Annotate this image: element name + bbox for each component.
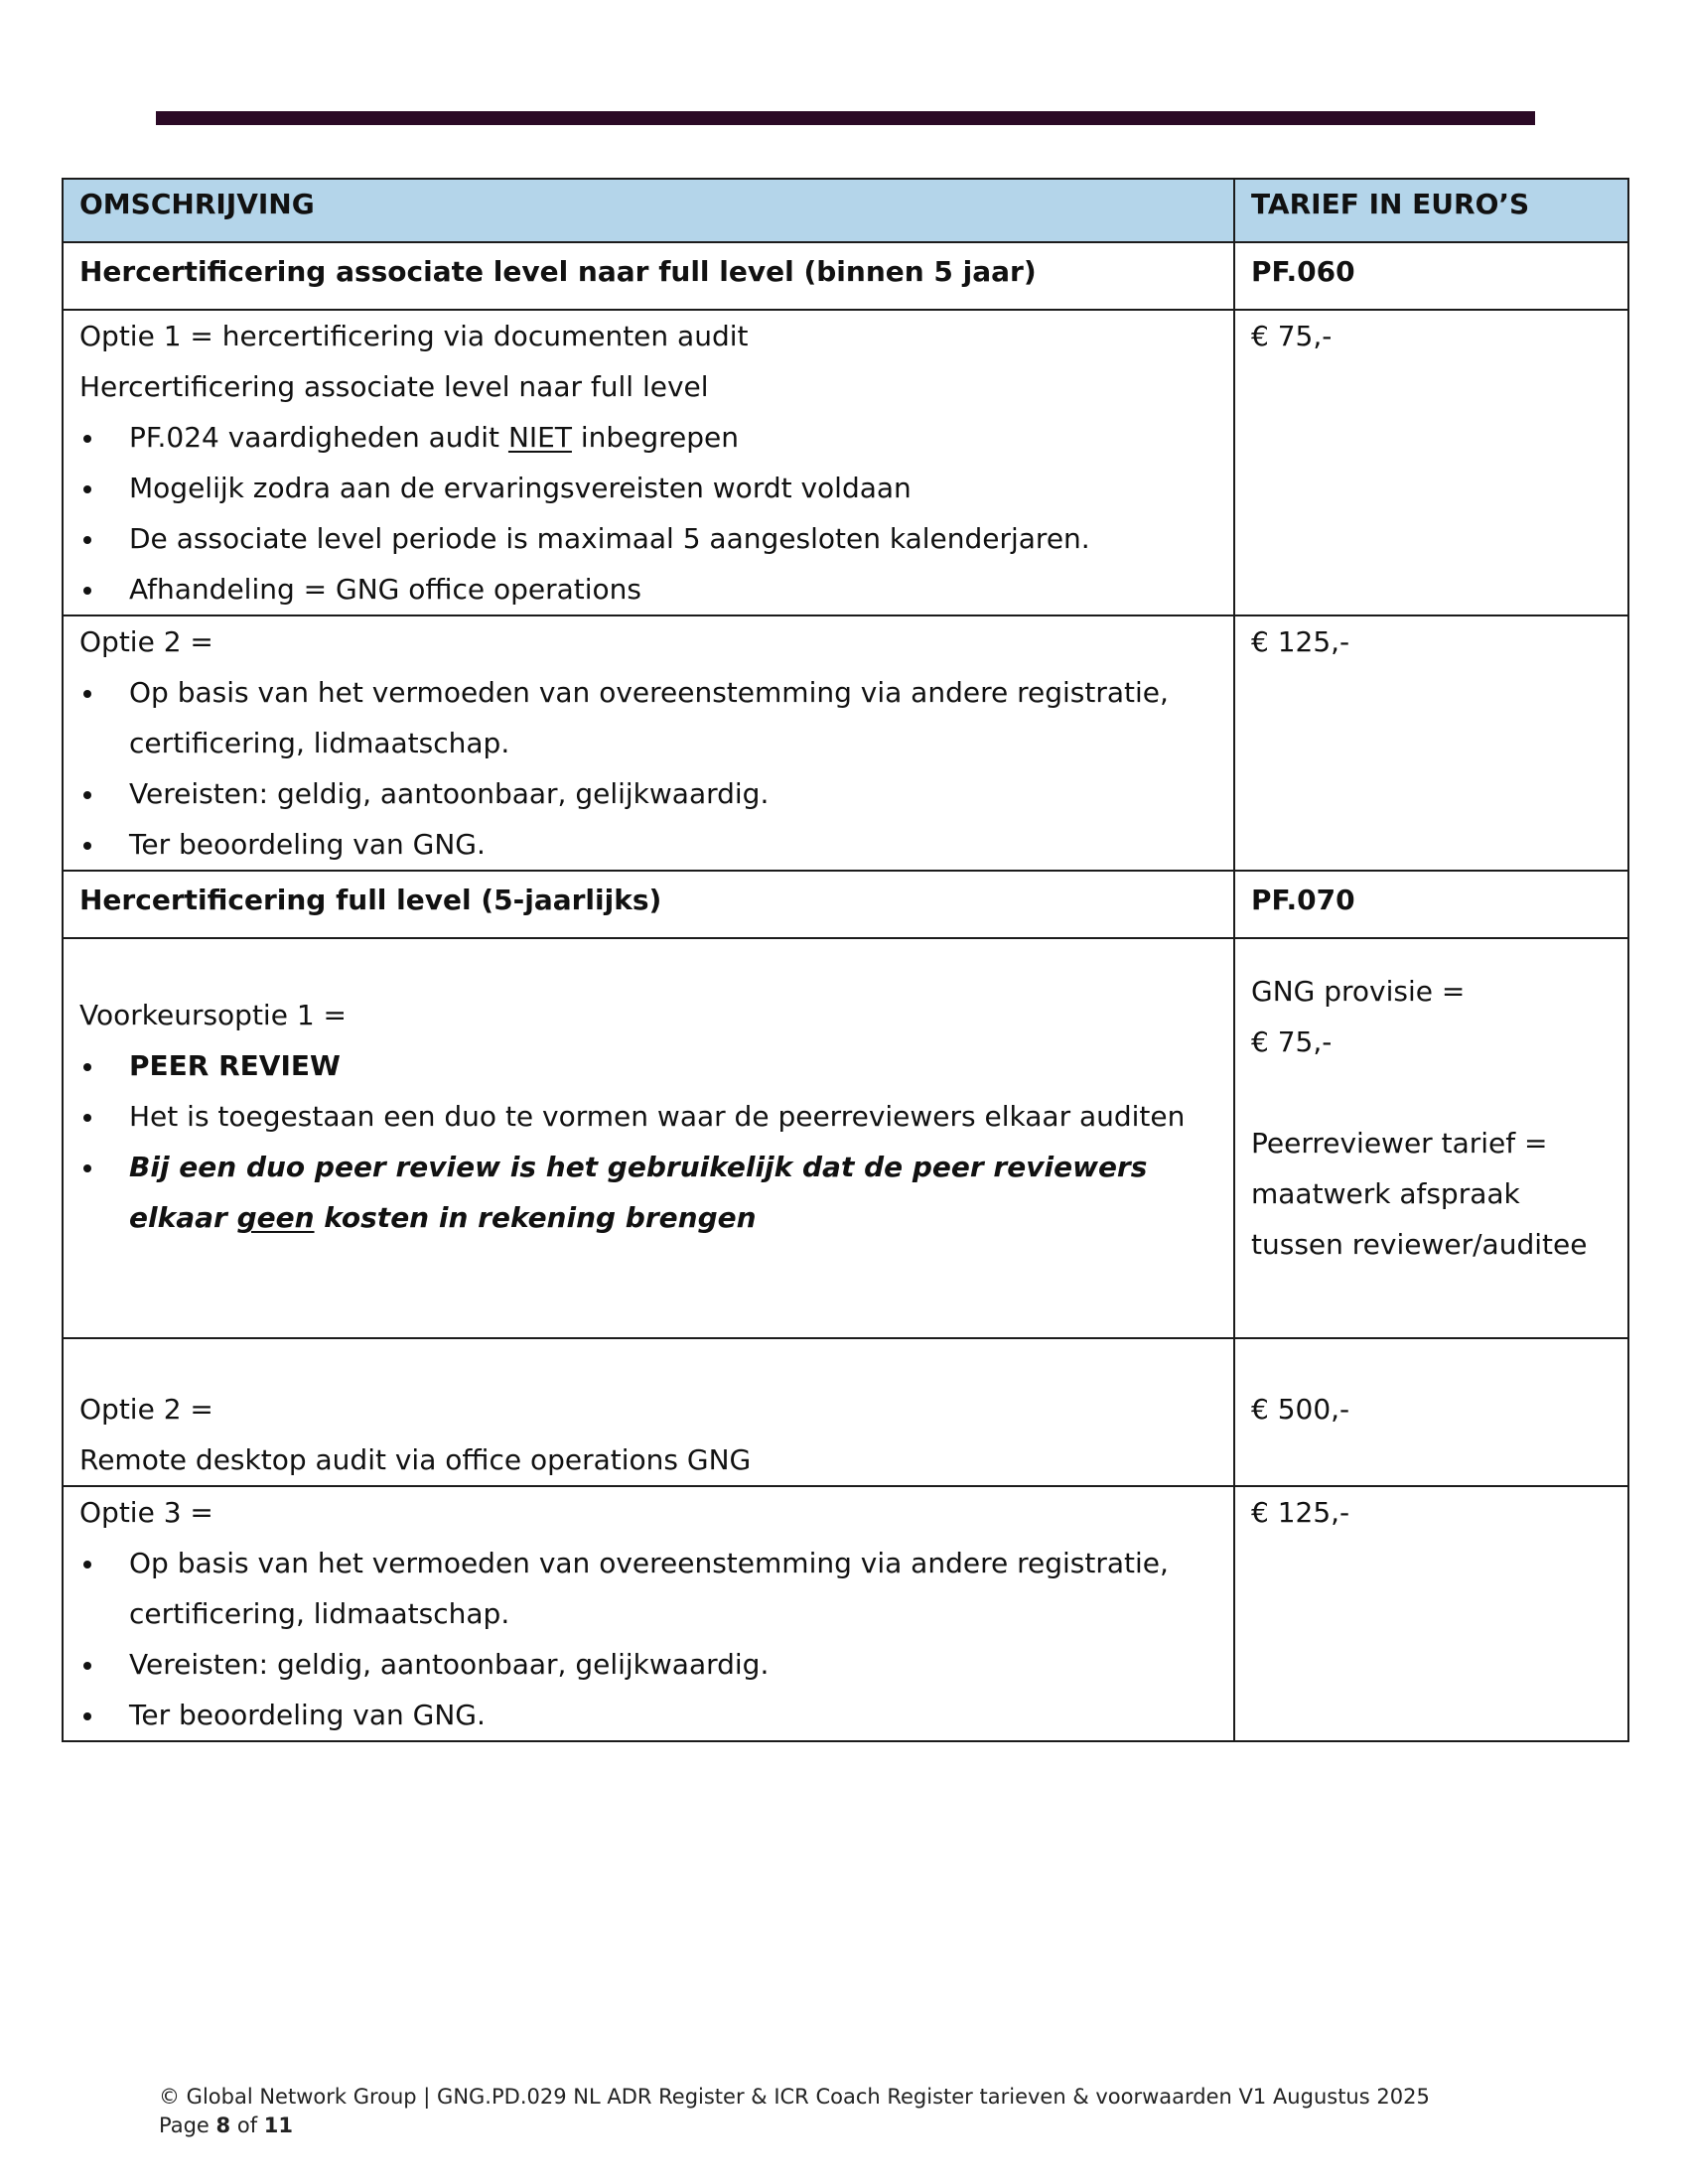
list-item: Op basis van het vermoeden van overeenstemming via andere registratie, certificering, lidmaatschap. bbox=[79, 667, 1217, 768]
price-note: tussen reviewer/auditee bbox=[1251, 1228, 1588, 1261]
section-row-pf060 bbox=[63, 242, 1628, 310]
option-bullet-list bbox=[79, 1538, 1217, 1740]
section-title: Hercertificering full level (5-jaarlijks) bbox=[63, 871, 1234, 938]
option-description bbox=[63, 938, 1234, 1338]
list-item: Mogelijk zodra aan de ervaringsvereisten wordt voldaan bbox=[79, 463, 1217, 513]
page-footer bbox=[159, 2083, 1609, 2140]
price-label: Peerreviewer tarief = bbox=[1251, 1127, 1548, 1160]
list-item: Ter beoordeling van GNG. bbox=[79, 819, 1217, 870]
option-price: € 125,- bbox=[1234, 1486, 1628, 1741]
section-row-pf070 bbox=[63, 871, 1628, 938]
page-number: Page 8 of 11 bbox=[159, 2114, 294, 2137]
header-divider-bar bbox=[156, 111, 1535, 125]
option-description bbox=[63, 1338, 1234, 1486]
list-item: Ter beoordeling van GNG. bbox=[79, 1690, 1217, 1740]
option-bullet-list bbox=[79, 667, 1217, 870]
option-row bbox=[63, 615, 1628, 871]
section-code: PF.060 bbox=[1234, 242, 1628, 310]
option-description bbox=[63, 310, 1234, 615]
price-value: € 75,- bbox=[1251, 1025, 1333, 1058]
price-label: GNG provisie = bbox=[1251, 975, 1466, 1008]
list-item: Het is toegestaan een duo te vormen waar de peerreviewers elkaar auditen bbox=[79, 1091, 1217, 1142]
tariff-table bbox=[62, 178, 1629, 1742]
footer-copyright: © Global Network Group | GNG.PD.029 NL ADR Register & ICR Coach Register tarieven & voorwaarden V1 Augustus 2025 bbox=[159, 2085, 1430, 2109]
option-description bbox=[63, 615, 1234, 871]
option-heading: Voorkeursoptie 1 = bbox=[79, 999, 348, 1031]
list-item: PEER REVIEW bbox=[79, 1040, 1217, 1091]
option-heading: Optie 2 = bbox=[79, 1393, 213, 1426]
option-price bbox=[1234, 938, 1628, 1338]
option-row bbox=[63, 1338, 1628, 1486]
option-text: Hercertificering associate level naar full level bbox=[79, 370, 709, 403]
column-header-description: OMSCHRIJVING bbox=[63, 179, 1234, 242]
option-bullet-list bbox=[79, 1040, 1217, 1243]
option-row bbox=[63, 310, 1628, 615]
list-item: PF.024 vaardigheden audit NIET inbegrepen bbox=[79, 412, 1217, 463]
option-heading: Optie 2 = bbox=[79, 625, 213, 658]
section-code: PF.070 bbox=[1234, 871, 1628, 938]
list-item: Afhandeling = GNG office operations bbox=[79, 564, 1217, 614]
column-header-tariff: TARIEF IN EURO’S bbox=[1234, 179, 1628, 242]
section-title: Hercertificering associate level naar full level (binnen 5 jaar) bbox=[63, 242, 1234, 310]
option-price: € 500,- bbox=[1234, 1338, 1628, 1486]
price-note: maatwerk afspraak bbox=[1251, 1177, 1520, 1210]
option-price: € 125,- bbox=[1234, 615, 1628, 871]
list-item: Vereisten: geldig, aantoonbaar, gelijkwaardig. bbox=[79, 768, 1217, 819]
list-item: Vereisten: geldig, aantoonbaar, gelijkwaardig. bbox=[79, 1639, 1217, 1690]
option-heading: Optie 1 = hercertificering via documenten audit bbox=[79, 320, 749, 352]
list-item: Op basis van het vermoeden van overeenstemming via andere registratie, certificering, lidmaatschap. bbox=[79, 1538, 1217, 1639]
option-text: Remote desktop audit via office operations GNG bbox=[79, 1443, 752, 1476]
option-bullet-list bbox=[79, 412, 1217, 614]
table-header-row bbox=[63, 179, 1628, 242]
option-heading: Optie 3 = bbox=[79, 1496, 213, 1529]
list-item: De associate level periode is maximaal 5 aangesloten kalenderjaren. bbox=[79, 513, 1217, 564]
list-item: Bij een duo peer review is het gebruikelijk dat de peer reviewers elkaar geen kosten in rekening brengen bbox=[79, 1142, 1217, 1243]
option-price: € 75,- bbox=[1234, 310, 1628, 615]
option-row bbox=[63, 938, 1628, 1338]
option-description bbox=[63, 1486, 1234, 1741]
option-row bbox=[63, 1486, 1628, 1741]
